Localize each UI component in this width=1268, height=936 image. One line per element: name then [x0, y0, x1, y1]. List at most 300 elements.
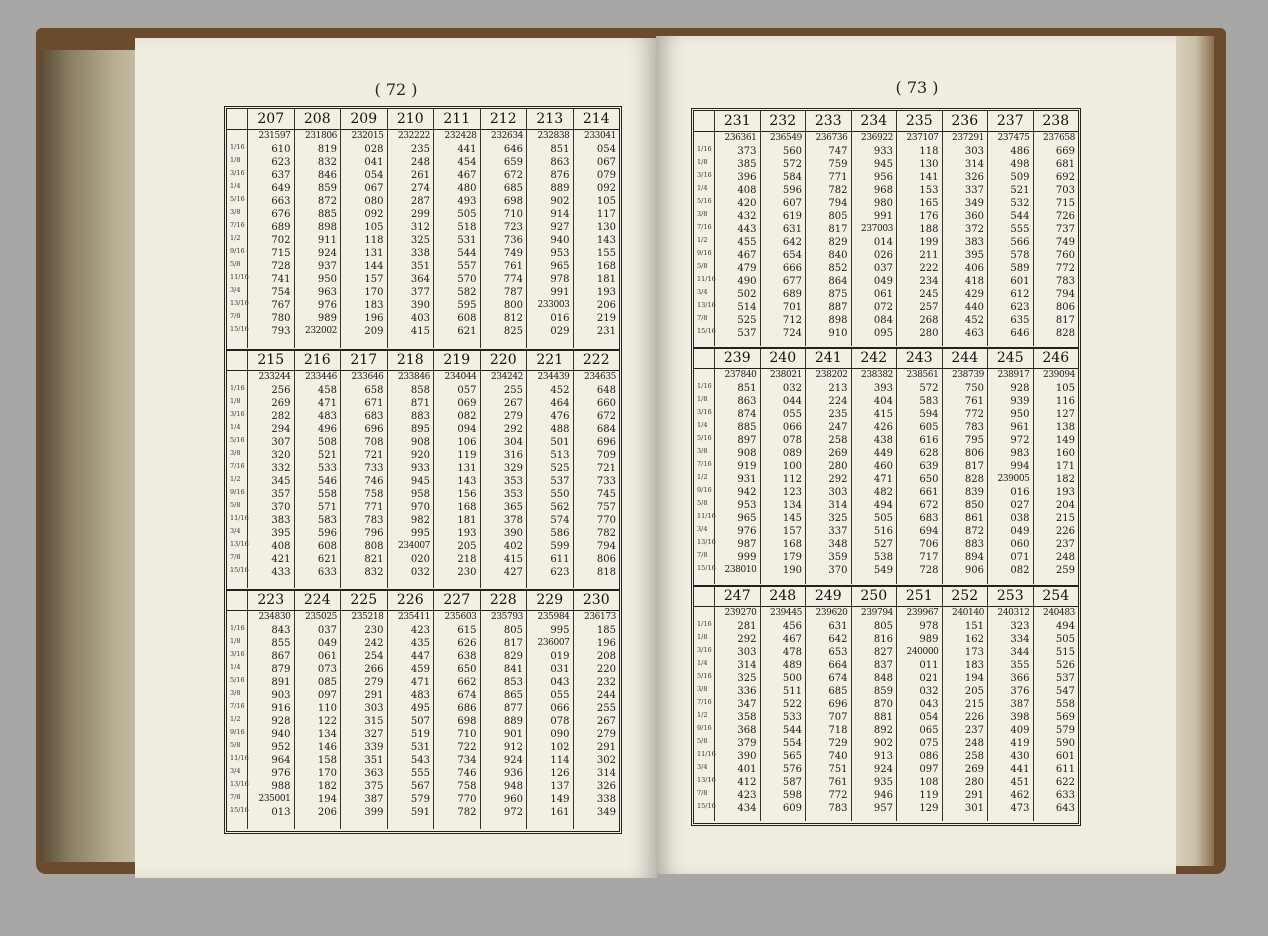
table-cell: 236361: [724, 133, 757, 143]
table-cell: 806: [964, 448, 984, 460]
table-cell: 662: [457, 677, 477, 689]
table-cell: 879: [271, 664, 291, 676]
value-column: [481, 371, 528, 589]
table-cell: 395: [271, 527, 291, 539]
table-cell: 490: [737, 276, 757, 287]
value-column: [897, 132, 943, 346]
fraction-label: 15/16: [230, 325, 249, 333]
table-cell: 793: [271, 326, 291, 337]
table-cell: 567: [410, 781, 430, 793]
fraction-label: 5/8: [697, 262, 708, 270]
table-cell: 767: [271, 300, 291, 311]
table-cell: 155: [596, 248, 616, 259]
table-block: [227, 590, 619, 831]
table-cell: 376: [1010, 685, 1030, 697]
table-cell: 338: [596, 794, 616, 806]
table-cell: 409: [1010, 724, 1030, 736]
table-cell: 032: [410, 566, 430, 578]
table-cell: 181: [596, 274, 616, 285]
fraction-label: 3/16: [230, 409, 245, 418]
table-cell: 761: [964, 396, 984, 408]
value-column: [434, 611, 481, 829]
column-header: 230: [582, 592, 610, 609]
table-cell: 829: [503, 651, 523, 663]
table-cell: 758: [457, 781, 477, 793]
table-cell: 337: [828, 526, 848, 538]
table-cell: 097: [317, 690, 337, 702]
table-cell: 671: [364, 397, 384, 409]
table-cell: 220: [596, 664, 616, 676]
table-cell: 235984: [537, 612, 570, 623]
fraction-label: 3/4: [230, 767, 241, 776]
table-cell: 421: [271, 553, 291, 565]
table-cell: 245: [919, 289, 939, 300]
fraction-label: 1/4: [230, 663, 241, 672]
table-cell: 712: [782, 315, 802, 326]
table-cell: 514: [737, 302, 757, 313]
table-cell: 255: [503, 384, 523, 396]
table-cell: 978: [550, 274, 570, 285]
table-cell: 067: [596, 157, 616, 168]
table-cell: 233646: [351, 371, 384, 382]
table-cell: 715: [271, 248, 291, 259]
table-cell: 232002: [305, 326, 337, 336]
table-cell: 325: [410, 235, 430, 246]
table-cell: 106: [457, 436, 477, 448]
table-cell: 659: [503, 157, 523, 168]
table-cell: 080: [364, 196, 384, 207]
value-column: [988, 607, 1034, 821]
table-cell: 611: [1055, 763, 1075, 775]
table-cell: 257: [919, 302, 939, 313]
table-cell: 696: [828, 698, 848, 710]
table-cell: 565: [782, 750, 802, 762]
table-cell: 237107: [906, 133, 939, 143]
table-cell: 280: [828, 461, 848, 473]
table-cell: 287: [410, 196, 430, 207]
table-cell: 991: [550, 287, 570, 298]
table-cell: 621: [457, 326, 477, 337]
table-cell: 323: [1010, 620, 1030, 632]
table-cell: 794: [828, 198, 848, 209]
table-cell: 026: [873, 250, 893, 261]
table-cell: 751: [828, 763, 848, 775]
table-cell: 084: [873, 315, 893, 326]
table-cell: 199: [919, 237, 939, 248]
page-number: ( 72 ): [374, 80, 418, 99]
table-cell: 429: [964, 289, 984, 300]
table-cell: 232: [596, 677, 616, 689]
fraction-label: 15/16: [697, 564, 716, 573]
table-cell: 452: [964, 315, 984, 326]
value-column: [574, 371, 620, 589]
table-cell: 196: [364, 313, 384, 324]
table-cell: 558: [317, 488, 337, 500]
table-cell: 861: [964, 513, 984, 525]
table-cell: 234044: [444, 371, 477, 382]
table-cell: 633: [1055, 789, 1075, 801]
table-cell: 196: [596, 638, 616, 650]
column-header: 210: [388, 109, 435, 129]
table-cell: 586: [550, 527, 570, 539]
fraction-label: 11/16: [230, 513, 249, 522]
value-column: [1034, 369, 1079, 583]
table-cell: 639: [919, 461, 939, 473]
table-cell: 434: [737, 802, 757, 814]
fraction-label: 9/16: [230, 728, 245, 737]
table-cell: 976: [271, 768, 291, 780]
table-cell: 020: [410, 553, 430, 565]
table-cell: 153: [919, 185, 939, 196]
table-cell: 236007: [537, 638, 570, 649]
table-cell: 239005: [997, 474, 1030, 485]
fraction-label: 1/16: [697, 145, 712, 153]
table-cell: 325: [828, 513, 848, 525]
table-cell: 887: [828, 302, 848, 313]
table-cell: 864: [828, 276, 848, 287]
table-cell: 837: [873, 659, 893, 671]
column-header: 253: [988, 586, 1034, 606]
table-cell: 761: [503, 261, 523, 272]
table-cell: 162: [964, 633, 984, 645]
table-cell: 267: [503, 397, 523, 409]
fraction-label: 13/16: [697, 775, 716, 784]
fraction-label: 13/16: [697, 538, 716, 547]
fraction-label: 7/8: [230, 793, 241, 802]
table-cell: 127: [1055, 409, 1075, 421]
table-cell: 875: [828, 289, 848, 300]
table-cell: 038: [1010, 513, 1030, 525]
table-cell: 233003: [537, 300, 570, 310]
fraction-label: 15/16: [697, 801, 716, 810]
table-cell: 279: [596, 729, 616, 741]
table-cell: 750: [964, 383, 984, 395]
table-cell: 493: [457, 196, 477, 207]
table-cell: 859: [317, 183, 337, 194]
table-cell: 734: [457, 755, 477, 767]
column-header: 220: [481, 350, 528, 370]
table-cell: 480: [457, 183, 477, 194]
table-cell: 685: [828, 685, 848, 697]
table-cell: 689: [782, 289, 802, 300]
column-header: 209: [341, 109, 388, 129]
table-cell: 584: [782, 172, 802, 183]
table-cell: 054: [364, 170, 384, 181]
table-cell: 736: [503, 235, 523, 246]
table-cell: 396: [737, 172, 757, 183]
table-cell: 044: [782, 396, 802, 408]
value-column: [481, 611, 528, 829]
column-header: 245: [988, 348, 1034, 368]
table-cell: 232634: [491, 131, 523, 141]
table-cell: 562: [550, 501, 570, 513]
table-cell: 598: [782, 789, 802, 801]
table-cell: 965: [550, 261, 570, 272]
table-cell: 726: [1055, 211, 1075, 222]
table-cell: 234: [919, 276, 939, 287]
table-cell: 065: [919, 724, 939, 736]
table-cell: 237475: [997, 133, 1030, 143]
table-cell: 269: [271, 397, 291, 409]
fraction-label: 3/4: [697, 525, 708, 534]
table-cell: 118: [364, 235, 384, 246]
table-cell: 181: [457, 514, 477, 526]
table-cell: 870: [873, 698, 893, 710]
table-cell: 772: [1055, 263, 1075, 274]
table-cell: 616: [919, 435, 939, 447]
table-cell: 515: [1055, 646, 1075, 658]
table-cell: 066: [782, 422, 802, 434]
table-cell: 908: [737, 448, 757, 460]
values-row: [227, 611, 619, 829]
fraction-label: 9/16: [697, 723, 712, 732]
table-cell: 783: [1055, 276, 1075, 287]
table-cell: 426: [873, 422, 893, 434]
fraction-label: 1/8: [230, 156, 241, 164]
table-cell: 149: [550, 794, 570, 806]
table-cell: 795: [964, 435, 984, 447]
table-cell: 269: [828, 448, 848, 460]
table-cell: 489: [782, 659, 802, 671]
table-cell: 028: [364, 144, 384, 155]
table-cell: 902: [873, 737, 893, 749]
table-cell: 224: [828, 396, 848, 408]
table-cell: 901: [503, 729, 523, 741]
table-cell: 566: [1010, 237, 1030, 248]
table-cell: 935: [873, 776, 893, 788]
table-cell: 173: [964, 646, 984, 658]
value-column: [761, 369, 807, 583]
table-cell: 171: [1055, 461, 1075, 473]
table-cell: 011: [919, 659, 939, 671]
table-cell: 235218: [351, 612, 384, 623]
column-header: 217: [341, 350, 388, 370]
table-cell: 877: [503, 703, 523, 715]
table-cell: 435: [410, 638, 430, 650]
table-cell: 182: [1055, 474, 1075, 486]
value-column: [988, 132, 1034, 346]
values-row: [227, 371, 619, 589]
table-cell: 456: [782, 620, 802, 632]
table-cell: 238739: [952, 370, 984, 381]
table-cell: 016: [550, 313, 570, 324]
value-column: [943, 132, 989, 346]
table-cell: 479: [737, 263, 757, 274]
table-cell: 013: [271, 807, 291, 819]
table-cell: 258: [964, 750, 984, 762]
table-cell: 721: [364, 449, 384, 461]
table-cell: 239445: [770, 607, 802, 618]
value-column: [852, 369, 898, 583]
column-header: 248: [761, 586, 807, 606]
table-cell: 816: [873, 633, 893, 645]
table-cell: 805: [873, 620, 893, 632]
table-cell: 808: [364, 540, 384, 552]
table-cell: 344: [1010, 646, 1030, 658]
column-header: 234: [852, 111, 898, 131]
table-cell: 871: [410, 397, 430, 409]
table-cell: 806: [596, 553, 616, 565]
table-cell: 995: [550, 625, 570, 637]
value-column: [852, 132, 898, 346]
table-cell: 650: [457, 664, 477, 676]
table-cell: 247: [828, 422, 848, 434]
fraction-label: 7/8: [697, 788, 708, 797]
table-cell: 817: [503, 638, 523, 650]
table-cell: 590: [1055, 737, 1075, 749]
table-cell: 571: [317, 501, 337, 513]
table-cell: 452: [550, 384, 570, 396]
table-cell: 239620: [815, 607, 848, 618]
table-cell: 403: [410, 313, 430, 324]
table-cell: 605: [919, 422, 939, 434]
table-cell: 550: [550, 488, 570, 500]
table-cell: 994: [1010, 461, 1030, 473]
table-cell: 393: [873, 383, 893, 395]
table-cell: 948: [503, 781, 523, 793]
values-row: [694, 369, 1078, 583]
value-column: [761, 607, 807, 821]
fraction-label: 3/16: [697, 171, 712, 179]
table-cell: 089: [782, 448, 802, 460]
table-cell: 075: [919, 737, 939, 749]
table-cell: 168: [457, 501, 477, 513]
table-cell: 473: [1010, 802, 1030, 814]
table-cell: 819: [317, 144, 337, 155]
table-cell: 460: [873, 461, 893, 473]
table-cell: 760: [1055, 250, 1075, 261]
table-cell: 418: [964, 276, 984, 287]
table-cell: 379: [737, 737, 757, 749]
table-cell: 855: [271, 638, 291, 650]
block-separator: [227, 349, 619, 351]
table-cell: 889: [503, 716, 523, 728]
right-page: [656, 36, 1176, 874]
fraction-label: 13/16: [230, 780, 249, 789]
table-cell: 363: [364, 768, 384, 780]
table-cell: 970: [410, 501, 430, 513]
table-cell: 728: [919, 565, 939, 577]
table-cell: 924: [873, 763, 893, 775]
table-cell: 165: [919, 198, 939, 209]
table-cell: 495: [410, 703, 430, 715]
table-cell: 204: [1055, 500, 1075, 512]
table-cell: 134: [782, 500, 802, 512]
block-separator: [227, 589, 619, 591]
fraction-column-header: [227, 109, 248, 129]
table-cell: 650: [919, 474, 939, 486]
table-cell: 066: [550, 703, 570, 715]
fraction-column: [694, 607, 715, 821]
table-cell: 239967: [906, 607, 939, 618]
table-cell: 440: [964, 302, 984, 313]
column-header: 242: [852, 348, 898, 368]
table-cell: 505: [1055, 633, 1075, 645]
table-cell: 476: [550, 410, 570, 422]
table-cell: 385: [737, 159, 757, 170]
table-cell: 521: [317, 449, 337, 461]
table-cell: 183: [964, 659, 984, 671]
fraction-label: 15/16: [230, 565, 249, 574]
table-cell: 794: [596, 540, 616, 552]
table-cell: 498: [1010, 159, 1030, 170]
table-cell: 238021: [770, 370, 802, 381]
fraction-label: 3/16: [697, 645, 712, 654]
table-cell: 292: [503, 423, 523, 435]
table-cell: 049: [317, 638, 337, 650]
table-cell: 661: [919, 487, 939, 499]
table-cell: 828: [1055, 328, 1075, 339]
table-cell: 683: [364, 410, 384, 422]
table-cell: 194: [317, 794, 337, 806]
table-cell: 549: [873, 565, 893, 577]
column-header: 254: [1042, 587, 1070, 604]
table-cell: 885: [737, 422, 757, 434]
table-cell: 676: [271, 209, 291, 220]
table-cell: 533: [782, 711, 802, 723]
column-header: 236: [943, 111, 989, 131]
table-cell: 447: [410, 651, 430, 663]
table-cell: 850: [964, 500, 984, 512]
value-column: [1034, 132, 1079, 346]
fraction-column: [694, 369, 715, 583]
table-cell: 913: [873, 750, 893, 762]
table-cell: 141: [919, 172, 939, 183]
table-cell: 728: [271, 261, 291, 272]
table-cell: 924: [503, 755, 523, 767]
table-cell: 978: [919, 620, 939, 632]
table-cell: 215: [964, 698, 984, 710]
table-cell: 939: [1010, 396, 1030, 408]
table-cell: 454: [457, 157, 477, 168]
table-cell: 238010: [724, 565, 757, 576]
table-cell: 314: [964, 159, 984, 170]
fraction-label: 3/8: [230, 689, 241, 698]
fraction-label: 3/4: [697, 288, 708, 296]
value-column: [248, 611, 295, 829]
table-cell: 327: [364, 729, 384, 741]
value-column: [341, 611, 388, 829]
table-cell: 233846: [398, 371, 430, 382]
table-cell: 611: [550, 553, 570, 565]
fraction-label: 5/16: [697, 434, 712, 443]
table-cell: 294: [271, 423, 291, 435]
table-cell: 029: [550, 326, 570, 337]
table-cell: 119: [457, 449, 477, 461]
table-cell: 119: [919, 789, 939, 801]
table-cell: 358: [737, 711, 757, 723]
table-cell: 240000: [906, 646, 939, 657]
table-cell: 558: [1055, 698, 1075, 710]
value-column: [715, 607, 761, 821]
table-cell: 595: [457, 300, 477, 311]
table-cell: 206: [596, 300, 616, 311]
table-cell: 102: [550, 742, 570, 754]
table-cell: 395: [964, 250, 984, 261]
table-cell: 235603: [444, 612, 477, 623]
table-cell: 471: [317, 397, 337, 409]
table-cell: 060: [1010, 539, 1030, 551]
fraction-label: 1/16: [230, 624, 245, 633]
table-cell: 387: [1010, 698, 1030, 710]
table-cell: 601: [1055, 750, 1075, 762]
table-cell: 235411: [398, 612, 430, 623]
table-cell: 375: [364, 781, 384, 793]
table-cell: 642: [828, 633, 848, 645]
table-cell: 821: [364, 553, 384, 565]
table-cell: 805: [503, 625, 523, 637]
table-cell: 825: [503, 326, 523, 337]
